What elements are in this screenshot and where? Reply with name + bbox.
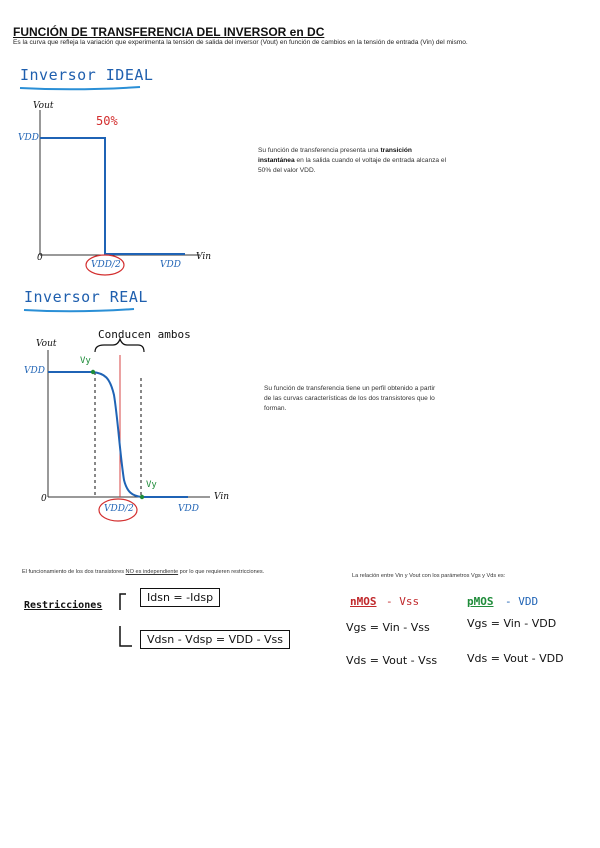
nmos-head: nMOS: [350, 595, 377, 608]
restriction-eq1: Idsn = -Idsp: [140, 588, 220, 607]
conducen-ambos: Conducen ambos: [98, 328, 191, 341]
real-vdd-label: VDD: [24, 366, 45, 376]
ideal-origin: 0: [37, 253, 43, 263]
intro-text: Es la curva que refleja la variación que experimenta la tensión de salida del inversor (Vout) en función de cambios en la tensión de entrada (Vin) del mismo.: [13, 39, 468, 46]
pmos-vgs: Vgs = Vin - VDD: [467, 617, 557, 630]
real-y-label: Vout: [36, 339, 57, 349]
restrictions-label: Restricciones: [24, 600, 103, 611]
restrictions-bracket: [110, 588, 140, 658]
nmos-vds: Vds = Vout - Vss: [346, 654, 438, 667]
real-x-label: Vin: [214, 492, 230, 502]
vy-label-top: Vy: [80, 356, 91, 366]
ideal-heading: Inversor IDEAL: [20, 66, 154, 84]
real-x-vdd: VDD: [178, 504, 199, 514]
vy-point-top: [91, 370, 95, 374]
ideal-vdd-label: VDD: [18, 133, 39, 143]
ideal-50-label: 50%: [96, 114, 118, 128]
pmos-head: pMOS: [467, 595, 494, 608]
pmos-vds: Vds = Vout - VDD: [467, 652, 564, 665]
real-heading: Inversor REAL: [24, 288, 148, 306]
ideal-x-label: Vin: [196, 252, 212, 262]
page-title: FUNCIÓN DE TRANSFERENCIA DEL INVERSOR en DC: [13, 25, 325, 39]
ideal-note: Su función de transferencia presenta una transición instantánea en la salida cuando el voltaje de entrada alcanza el 50% del valor VDD.: [258, 147, 447, 174]
restriction-eq2: Vdsn - Vdsp = VDD - Vss: [140, 630, 290, 649]
nmos-head-ref: - Vss: [386, 595, 420, 608]
pmos-head-ref: - VDD: [505, 595, 539, 608]
ideal-x-mid: VDD/2: [91, 260, 121, 270]
vy-point-bottom: [140, 495, 144, 499]
restrictions-intro: El funcionamiento de los dos transistores NO es independiente por lo que requieren restricciones.: [22, 569, 265, 575]
vy-label-bottom: Vy: [146, 480, 157, 490]
real-origin: 0: [41, 494, 47, 504]
real-transfer-curve: [48, 372, 188, 497]
real-x-mid: VDD/2: [104, 504, 134, 514]
relation-intro: La relación entre Vin y Vout con los parámetros Vgs y Vds es:: [352, 573, 506, 579]
real-note: Su función de transferencia tiene un perfil obtenido a partir de las curvas características de los dos transistores que lo forman.: [264, 385, 436, 412]
ideal-x-vdd: VDD: [160, 260, 181, 270]
ideal-y-label: Vout: [33, 101, 54, 111]
nmos-vgs: Vgs = Vin - Vss: [346, 621, 430, 634]
